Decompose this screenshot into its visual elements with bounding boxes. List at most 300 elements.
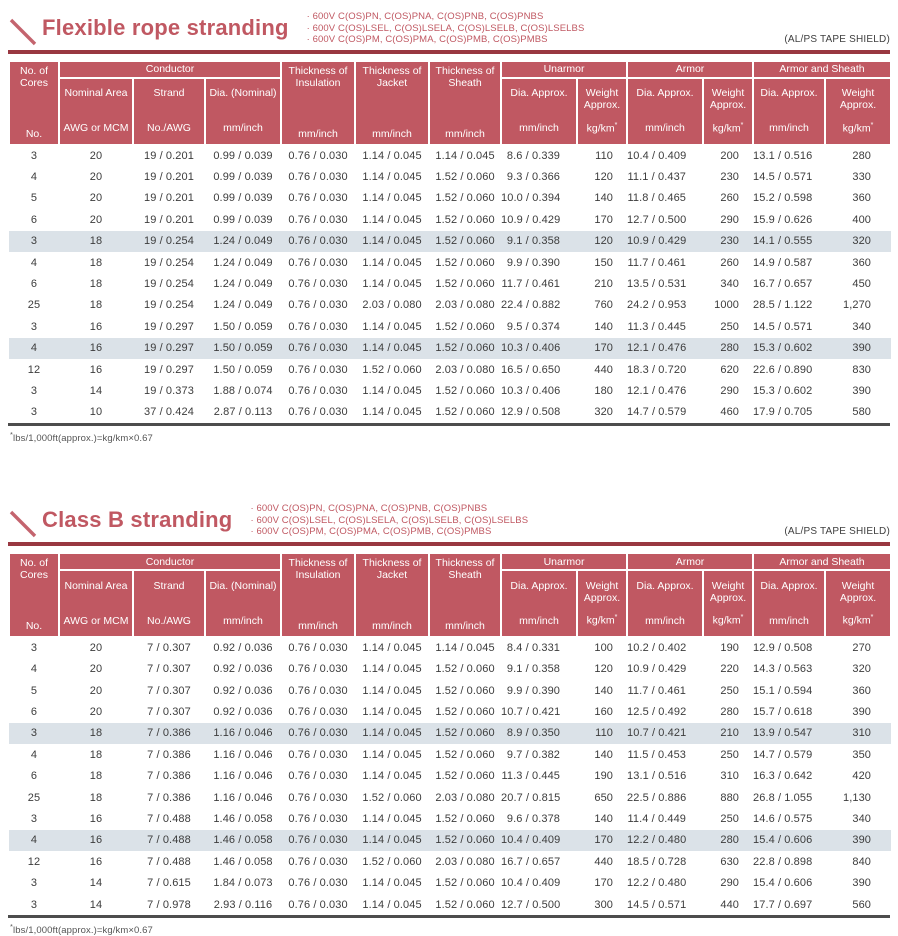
table-body [9, 637, 891, 915]
cell: 760 [594, 299, 614, 312]
cell: 440 [594, 855, 614, 868]
cell: 140 [594, 192, 614, 205]
cell: 15.3 / 0.602 [753, 384, 813, 397]
cell: 150 [594, 256, 614, 269]
cell: 10.9 / 0.429 [627, 231, 703, 252]
cell: 0.76 / 0.030 [288, 813, 348, 826]
cell: 11.7 / 0.461 [627, 256, 687, 269]
cell: 1.14 / 0.045 [362, 684, 422, 697]
cell: 0.76 / 0.030 [288, 320, 348, 333]
cell: 2.03 / 0.080 [435, 363, 495, 376]
cell: 1,130 [842, 791, 872, 804]
table-bottom-rule [8, 915, 890, 918]
cell: 25 [27, 299, 41, 312]
cell: 1,270 [842, 299, 872, 312]
cell: 10.4 / 0.409 [501, 877, 561, 890]
cell: 6 [30, 278, 38, 291]
table-row [9, 680, 891, 701]
cell: 280 [703, 830, 753, 851]
header-thickness-jacket: Thickness of Jacket mm/inch [355, 61, 429, 145]
header-dia-nominal: Dia. (Nominal) mm/inch [205, 570, 281, 637]
cell: 1.84 / 0.073 [213, 877, 273, 890]
cell: 1.14 / 0.045 [362, 770, 422, 783]
cell: 16.7 / 0.657 [753, 278, 813, 291]
cell: 630 [720, 855, 740, 868]
table-row [9, 402, 891, 423]
header-armor-dia: Dia. Approx. mm/inch [627, 78, 703, 145]
cell: 9.1 / 0.358 [506, 663, 561, 676]
cell: 20 [89, 171, 103, 184]
cell: 830 [852, 363, 872, 376]
cell: 10.3 / 0.406 [501, 384, 561, 397]
cell: 170 [577, 338, 627, 359]
cell: 12.7 / 0.500 [501, 898, 561, 911]
cell: 11.3 / 0.445 [627, 320, 687, 333]
cell: 100 [594, 642, 614, 655]
cell: 18 [89, 770, 103, 783]
cell: 5 [30, 684, 38, 697]
cell: 1.14 / 0.045 [362, 213, 422, 226]
shield-note: (AL/PS TAPE SHIELD) [784, 526, 890, 538]
cell: 18 [89, 256, 103, 269]
header-strand: Strand No./AWG [133, 570, 205, 637]
cell: 22.6 / 0.890 [753, 363, 813, 376]
cell: 9.7 / 0.382 [506, 748, 561, 761]
cell: 1.52 / 0.060 [362, 791, 422, 804]
model-line: · 600V C(OS)PM, C(OS)PMA, C(OS)PMB, C(OS)PMBS [250, 526, 492, 538]
cell: 2.03 / 0.080 [435, 855, 495, 868]
cell: 0.76 / 0.030 [288, 363, 348, 376]
table-row [9, 252, 891, 273]
cell: 18 [59, 231, 133, 252]
divider-rule [8, 542, 890, 546]
header-dia-nominal: Dia. (Nominal) mm/inch [205, 78, 281, 145]
cell: 0.76 / 0.030 [288, 406, 348, 419]
cell: 11.4 / 0.449 [627, 813, 687, 826]
cell: 320 [825, 231, 891, 252]
cell: 340 [852, 813, 872, 826]
cell: 6 [30, 770, 38, 783]
cell: 880 [720, 791, 740, 804]
cell: 0.76 / 0.030 [281, 231, 355, 252]
cell: 14.7 / 0.579 [753, 748, 813, 761]
cell: 13.5 / 0.531 [627, 278, 687, 291]
slash-icon [8, 509, 38, 539]
header-armor-dia: Dia. Approx. mm/inch [627, 570, 703, 637]
stranding-table [8, 60, 892, 423]
cell: 190 [594, 770, 614, 783]
header-unarmor-weight: Weight Approx. kg/km* [577, 78, 627, 145]
cell: 22.5 / 0.886 [627, 791, 687, 804]
table-row [9, 231, 891, 252]
cell: 1.14 / 0.045 [362, 663, 422, 676]
section-title: Class B stranding [42, 507, 233, 533]
section-title: Flexible rope stranding [42, 15, 289, 40]
cell: 9.9 / 0.390 [506, 256, 561, 269]
table-row [9, 873, 891, 894]
cell: 140 [594, 748, 614, 761]
cell: 310 [825, 723, 891, 744]
header-armor-weight: Weight Approx. kg/km* [703, 570, 753, 637]
cell: 440 [720, 898, 740, 911]
cell: 19 / 0.254 [144, 278, 194, 291]
cell: 360 [852, 684, 872, 697]
cell: 7 / 0.307 [147, 706, 191, 719]
cell: 1.52 / 0.060 [435, 213, 495, 226]
header-group-conductor: Conductor [59, 553, 281, 570]
cell: 4 [9, 338, 59, 359]
cell: 1.46 / 0.058 [205, 830, 281, 851]
cell: 7 / 0.307 [147, 684, 191, 697]
cell: 19 / 0.297 [133, 338, 205, 359]
cell: 2.03 / 0.080 [435, 299, 495, 312]
cell: 0.76 / 0.030 [281, 723, 355, 744]
cell: 18 [89, 791, 103, 804]
cell: 390 [825, 830, 891, 851]
cell: 14.1 / 0.555 [753, 231, 825, 252]
cell: 7 / 0.386 [133, 723, 205, 744]
header-armor-sheath-weight: Weight Approx. kg/km* [825, 78, 891, 145]
table-row [9, 851, 891, 872]
cell: 0.76 / 0.030 [288, 642, 348, 655]
cell: 4 [30, 748, 38, 761]
table-row [9, 808, 891, 829]
cell: 10.7 / 0.421 [627, 723, 703, 744]
cell: 4 [9, 830, 59, 851]
cell: 620 [720, 363, 740, 376]
cell: 390 [825, 338, 891, 359]
cell: 0.76 / 0.030 [288, 706, 348, 719]
cell: 1.14 / 0.045 [362, 642, 422, 655]
section-flexible-rope [0, 8, 898, 444]
cell: 7 / 0.488 [147, 813, 191, 826]
cell: 14 [89, 384, 103, 397]
cell: 10.4 / 0.409 [501, 830, 577, 851]
cell: 450 [852, 278, 872, 291]
model-line: · 600V C(OS)PN, C(OS)PNA, C(OS)PNB, C(OS)PNBS [306, 11, 544, 22]
cell: 1.14 / 0.045 [362, 256, 422, 269]
cell: 650 [594, 791, 614, 804]
cell: 19 / 0.373 [144, 384, 194, 397]
cell: 7 / 0.307 [147, 642, 191, 655]
cell: 1.52 / 0.060 [435, 877, 495, 890]
cell: 20.7 / 0.815 [501, 791, 561, 804]
cell: 12.2 / 0.480 [627, 830, 703, 851]
cell: 1.52 / 0.060 [435, 813, 495, 826]
cell: 230 [720, 171, 740, 184]
cell: 20 [89, 663, 103, 676]
header-thickness-sheath: Thickness of Sheath mm/inch [429, 553, 501, 637]
table-row [9, 723, 891, 744]
table-row [9, 273, 891, 294]
cell: 360 [852, 192, 872, 205]
cell: 11.3 / 0.445 [501, 770, 561, 783]
cell: 0.99 / 0.039 [213, 171, 273, 184]
cell: 3 [30, 406, 38, 419]
cell: 6 [30, 706, 38, 719]
cell: 1.14 / 0.045 [362, 278, 422, 291]
cell: 110 [577, 723, 627, 744]
cell: 20 [89, 706, 103, 719]
cell: 250 [720, 813, 740, 826]
cell: 0.76 / 0.030 [288, 213, 348, 226]
slash-icon [8, 17, 38, 47]
cell: 19 / 0.201 [144, 171, 194, 184]
cell: 2.87 / 0.113 [213, 406, 273, 419]
cell: 1.52 / 0.060 [435, 320, 495, 333]
cell: 0.92 / 0.036 [213, 663, 273, 676]
table-head [9, 553, 891, 637]
cell: 9.9 / 0.390 [506, 684, 561, 697]
cell: 16 [89, 363, 103, 376]
cell: 16 [59, 338, 133, 359]
divider-rule [8, 50, 890, 54]
cell: 330 [852, 171, 872, 184]
cell: 7 / 0.488 [133, 830, 205, 851]
cell: 320 [594, 406, 614, 419]
header-strand: Strand No./AWG [133, 78, 205, 145]
cell: 390 [852, 384, 872, 397]
cell: 0.99 / 0.039 [213, 192, 273, 205]
cell: 6 [30, 213, 38, 226]
header-cores: No. of Cores No. [9, 61, 59, 145]
cell: 20 [89, 642, 103, 655]
header-unarmor-weight: Weight Approx. kg/km* [577, 570, 627, 637]
cell: 1.46 / 0.058 [213, 855, 273, 868]
cell: 1.50 / 0.059 [213, 363, 273, 376]
cell: 10.0 / 0.394 [501, 192, 561, 205]
cell: 310 [720, 770, 740, 783]
table-row [9, 659, 891, 680]
cell: 4 [30, 256, 38, 269]
section-class-b [0, 500, 898, 936]
cell: 10.3 / 0.406 [501, 338, 577, 359]
cell: 3 [30, 642, 38, 655]
cell: 0.76 / 0.030 [288, 855, 348, 868]
cell: 1.14 / 0.045 [435, 642, 495, 655]
cell: 1.14 / 0.045 [355, 231, 429, 252]
table-row [9, 209, 891, 230]
cell: 210 [703, 723, 753, 744]
cell: 10.9 / 0.429 [501, 213, 561, 226]
cell: 10 [89, 406, 103, 419]
cell: 15.2 / 0.598 [753, 192, 813, 205]
cell: 2.93 / 0.116 [213, 898, 273, 911]
cell: 1.52 / 0.060 [435, 748, 495, 761]
cell: 22.4 / 0.882 [501, 299, 561, 312]
cell: 180 [594, 384, 614, 397]
cell: 14.9 / 0.587 [753, 256, 813, 269]
cell: 0.76 / 0.030 [288, 192, 348, 205]
cell: 26.8 / 1.055 [753, 791, 813, 804]
cell: 8.9 / 0.350 [501, 723, 577, 744]
cell: 19 / 0.297 [144, 320, 194, 333]
section-header [8, 8, 890, 50]
cell: 8.4 / 0.331 [506, 642, 561, 655]
header-thickness-insulation: Thickness of Insulation mm/inch [281, 61, 355, 145]
cell: 320 [852, 663, 872, 676]
cell: 460 [720, 406, 740, 419]
table-row [9, 787, 891, 808]
cell: 18 [89, 748, 103, 761]
cell: 4 [30, 171, 38, 184]
cell: 0.76 / 0.030 [288, 384, 348, 397]
model-line: · 600V C(OS)PN, C(OS)PNA, C(OS)PNB, C(OS)PNBS [250, 503, 488, 515]
cell: 11.8 / 0.465 [627, 192, 687, 205]
cell: 19 / 0.254 [144, 299, 194, 312]
cell: 10.7 / 0.421 [501, 706, 561, 719]
table-row [9, 766, 891, 787]
cell: 7 / 0.615 [147, 877, 191, 890]
cell: 1.16 / 0.046 [205, 723, 281, 744]
cell: 0.92 / 0.036 [213, 684, 273, 697]
cell: 0.76 / 0.030 [288, 299, 348, 312]
cell: 1.52 / 0.060 [429, 231, 501, 252]
table-bottom-rule [8, 423, 890, 426]
header-thickness-jacket: Thickness of Jacket mm/inch [355, 553, 429, 637]
cell: 12.7 / 0.500 [627, 213, 687, 226]
table-row [9, 166, 891, 187]
cell: 250 [720, 320, 740, 333]
cell: 11.7 / 0.461 [501, 278, 561, 291]
cell: 1.52 / 0.060 [435, 770, 495, 783]
cell: 170 [594, 213, 614, 226]
cell: 10.4 / 0.409 [627, 150, 687, 163]
cell: 1.52 / 0.060 [429, 723, 501, 744]
cell: 1.14 / 0.045 [355, 830, 429, 851]
cell: 300 [594, 898, 614, 911]
cell: 12 [27, 855, 41, 868]
cell: 0.76 / 0.030 [281, 830, 355, 851]
cell: 3 [30, 320, 38, 333]
cell: 7 / 0.307 [147, 663, 191, 676]
cell: 28.5 / 1.122 [753, 299, 813, 312]
header-group-armor-sheath: Armor and Sheath [753, 61, 891, 78]
stranding-table [8, 552, 892, 915]
cell: 19 / 0.297 [144, 363, 194, 376]
cell: 13.9 / 0.547 [753, 723, 825, 744]
cell: 14 [89, 898, 103, 911]
header-armor-weight: Weight Approx. kg/km* [703, 78, 753, 145]
cell: 270 [852, 642, 872, 655]
cell: 15.4 / 0.606 [753, 830, 825, 851]
cell: 1.24 / 0.049 [205, 231, 281, 252]
cell: 170 [577, 830, 627, 851]
cell: 15.9 / 0.626 [753, 213, 813, 226]
table-row [9, 316, 891, 337]
cell: 0.76 / 0.030 [288, 684, 348, 697]
cell: 15.3 / 0.602 [753, 338, 825, 359]
header-group-armor-sheath: Armor and Sheath [753, 553, 891, 570]
cell: 25 [27, 791, 41, 804]
cell: 1000 [714, 299, 740, 312]
cell: 7 / 0.386 [147, 748, 191, 761]
cell: 1.14 / 0.045 [362, 813, 422, 826]
cell: 15.4 / 0.606 [753, 877, 813, 890]
cell: 12.5 / 0.492 [627, 706, 687, 719]
cell: 12.2 / 0.480 [627, 877, 687, 890]
cell: 16 [59, 830, 133, 851]
cell: 200 [720, 150, 740, 163]
cell: 1.14 / 0.045 [435, 150, 495, 163]
cell: 400 [852, 213, 872, 226]
cell: 19 / 0.201 [144, 213, 194, 226]
table-body [9, 145, 891, 423]
cell: 14.5 / 0.571 [627, 898, 687, 911]
table-row [9, 744, 891, 765]
cell: 1.88 / 0.074 [213, 384, 273, 397]
cell: 10.9 / 0.429 [627, 663, 687, 676]
cell: 1.46 / 0.058 [213, 813, 273, 826]
cell: 1.14 / 0.045 [362, 150, 422, 163]
cell: 13.1 / 0.516 [753, 150, 813, 163]
table-row [9, 188, 891, 209]
cell: 18 [59, 723, 133, 744]
cell: 0.76 / 0.030 [288, 877, 348, 890]
cell: 140 [594, 684, 614, 697]
header-armor-sheath-weight: Weight Approx. kg/km* [825, 570, 891, 637]
cell: 1.52 / 0.060 [362, 855, 422, 868]
table-row [9, 145, 891, 166]
cell: 120 [594, 171, 614, 184]
cell: 170 [594, 877, 614, 890]
cell: 1.52 / 0.060 [435, 706, 495, 719]
cell: 280 [703, 338, 753, 359]
header-thickness-sheath: Thickness of Sheath mm/inch [429, 61, 501, 145]
cell: 1.14 / 0.045 [362, 384, 422, 397]
cell: 1.52 / 0.060 [435, 256, 495, 269]
cell: 0.76 / 0.030 [288, 278, 348, 291]
cell: 20 [89, 213, 103, 226]
cell: 20 [89, 192, 103, 205]
cell: 16.7 / 0.657 [501, 855, 561, 868]
cell: 3 [30, 877, 38, 890]
header-armor-sheath-dia: Dia. Approx. mm/inch [753, 570, 825, 637]
cell: 350 [852, 748, 872, 761]
cell: 390 [852, 877, 872, 890]
cell: 0.76 / 0.030 [288, 791, 348, 804]
cell: 19 / 0.254 [144, 256, 194, 269]
header-nominal-area: Nominal Area AWG or MCM [59, 570, 133, 637]
cell: 230 [703, 231, 753, 252]
cell: 1.52 / 0.060 [429, 830, 501, 851]
cell: 0.99 / 0.039 [213, 150, 273, 163]
cell: 1.24 / 0.049 [213, 278, 273, 291]
cell: 360 [852, 256, 872, 269]
cell: 280 [720, 706, 740, 719]
cell: 12.1 / 0.476 [627, 384, 687, 397]
cell: 9.1 / 0.358 [501, 231, 577, 252]
cell: 11.7 / 0.461 [627, 684, 687, 697]
cell: 9.3 / 0.366 [506, 171, 561, 184]
cell: 0.76 / 0.030 [288, 748, 348, 761]
cell: 12 [27, 363, 41, 376]
cell: 440 [594, 363, 614, 376]
cell: 210 [594, 278, 614, 291]
cell: 340 [720, 278, 740, 291]
cell: 580 [852, 406, 872, 419]
cell: 1.14 / 0.045 [362, 320, 422, 333]
cell: 260 [720, 192, 740, 205]
cell: 1.16 / 0.046 [213, 748, 273, 761]
header-nominal-area: Nominal Area AWG or MCM [59, 78, 133, 145]
cell: 14.6 / 0.575 [753, 813, 813, 826]
cell: 120 [594, 663, 614, 676]
cell: 1.14 / 0.045 [355, 723, 429, 744]
cell: 22.8 / 0.898 [753, 855, 813, 868]
cell: 16 [89, 813, 103, 826]
cell: 3 [30, 813, 38, 826]
